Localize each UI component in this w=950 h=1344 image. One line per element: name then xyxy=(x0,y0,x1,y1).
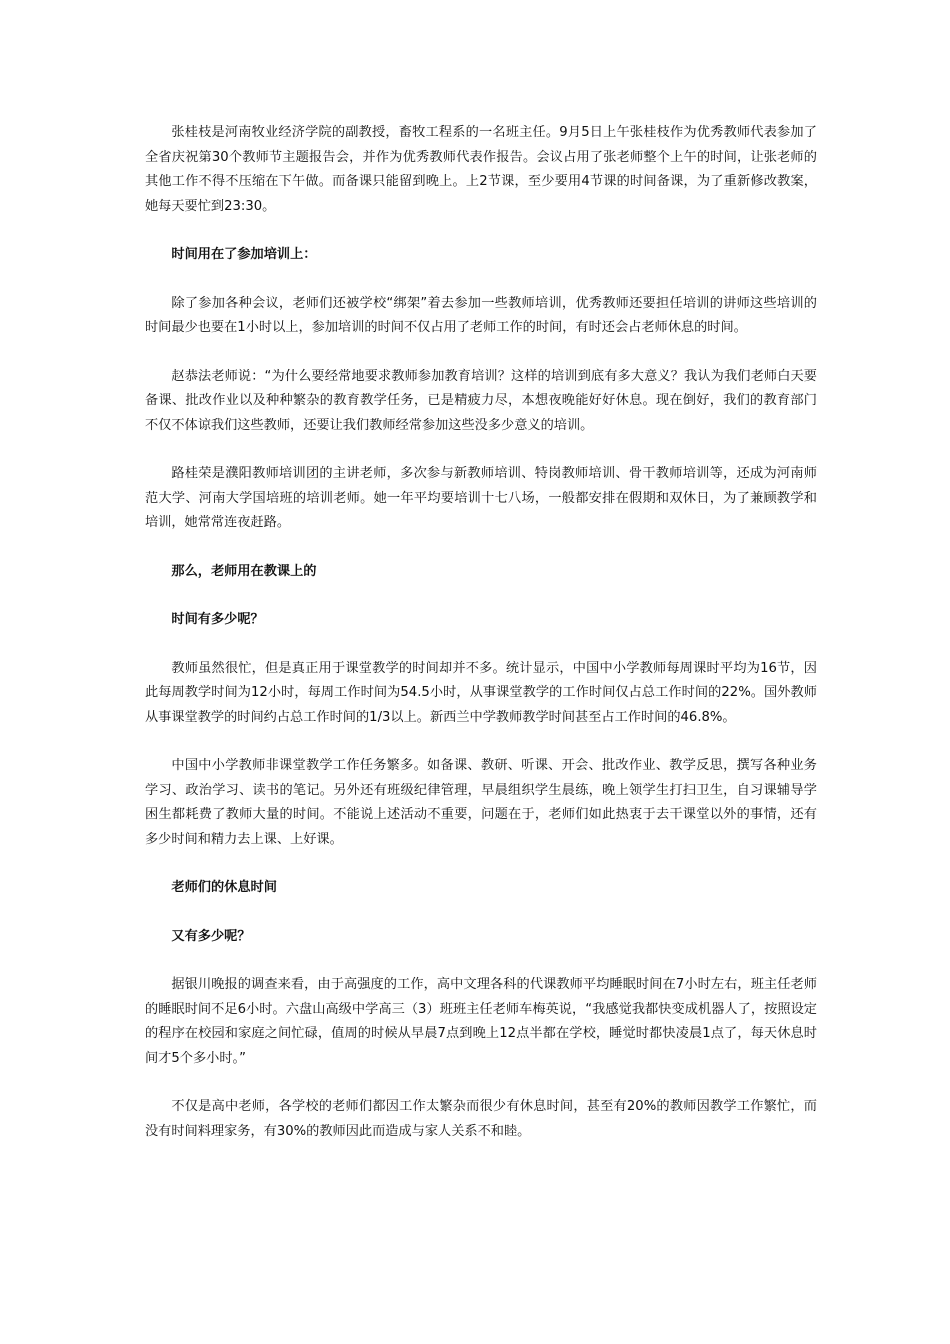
heading-training-time: 时间用在了参加培训上： xyxy=(171,247,317,262)
paragraph-training-intro: 除了参加各种会议，老师们还被学校“绑架”着去参加一些教师培训，优秀教师还要担任培训的讲师这些培训的时间最少也要在1小时以上，参加培训的时间不仅占用了老师工作的时间，有时还会占老师休息的时间。 xyxy=(145,295,817,335)
heading-teaching-time-1: 那么，老师用在教课上的 xyxy=(171,563,317,579)
paragraph-lu-guirong: 路桂荣是濮阳教师培训团的主讲老师，多次参与新教师培训、特岗教师培训、骨干教师培训等，还成为河南师范大学、河南大学国培班的培训老师。她一年平均要培训十七八场，一般都安排在假期和双休日，为了兼顾教学和培训，她常常连夜赶路。 xyxy=(145,466,817,530)
heading-teaching-time-2: 时间有多少呢？ xyxy=(171,612,264,627)
paragraph-family-impact: 不仅是高中老师，各学校的老师们都因工作太繁杂而很少有休息时间，甚至有20%的教师因教学工作繁忙，而没有时间料理家务，有30%的教师因此而造成与家人关系不和睦。 xyxy=(145,1099,817,1139)
paragraph-zhang-guizhi: 张桂枝是河南牧业经济学院的副教授，畜牧工程系的一名班主任。9月5日上午张桂枝作为优秀教师代表参加了全省庆祝第30个教师节主题报告会，并作为优秀教师代表作报告。会议占用了张老师整个上午的时间，让张老师的其他工作不得不压缩在下午做。而备课只能留到晚上。上2节课，至少要用4节课的时间备课，为了重新修改教案，她每天要忙到23:30。 xyxy=(145,125,817,214)
heading-rest-time-2: 又有多少呢？ xyxy=(171,928,251,944)
document-body xyxy=(145,121,817,1144)
heading-rest-time-1: 老师们的休息时间 xyxy=(171,880,277,895)
paragraph-zhao-quote: 赵恭法老师说：“为什么要经常地要求教师参加教育培训？这样的培训到底有多大意义？我认为我们老师白天要备课、批改作业以及种种繁杂的教育教学任务，已是精疲力尽，本想夜晚能好好休息。现在倒好，我们的教育部门不仅不体谅我们这些教师，还要让我们教师经常参加这些没多少意义的培训。 xyxy=(145,368,817,433)
paragraph-teaching-stats: 教师虽然很忙，但是真正用于课堂教学的时间却并不多。统计显示，中国中小学教师每周课时平均为16节，因此每周教学时间为12小时，每周工作时间为54.5小时，从事课堂教学的工作时间仅占总工作时间的22%。国外教师从事课堂教学的时间约占总工作时间的1/3以上。新西兰中学教师教学时间甚至占工作时间的46.8%。 xyxy=(145,660,817,725)
paragraph-yinchuan-survey: 据银川晚报的调查来看，由于高强度的工作，高中文理各科的代课教师平均睡眠时间在7小时左右，班主任老师的睡眠时间不足6小时。六盘山高级中学高三（3）班班主任老师车梅英说，“我感觉我都快变成机器人了，按照设定的程序在校园和家庭之间忙碌，值周的时候从早晨7点到晚上12点半都在学校，睡觉时都快凌晨1点了，每天休息时间才5个多小时。” xyxy=(145,977,817,1066)
paragraph-non-classroom-tasks: 中国中小学教师非课堂教学工作任务繁多。如备课、教研、听课、开会、批改作业、教学反思，撰写各种业务学习、政治学习、读书的笔记。另外还有班级纪律管理，早晨组织学生晨练，晚上领学生打扫卫生，自习课辅导学困生都耗费了教师大量的时间。不能说上述活动不重要，问题在于，老师们如此热衷于去干课堂以外的事情，还有多少时间和精力去上课、上好课。 xyxy=(145,758,817,847)
